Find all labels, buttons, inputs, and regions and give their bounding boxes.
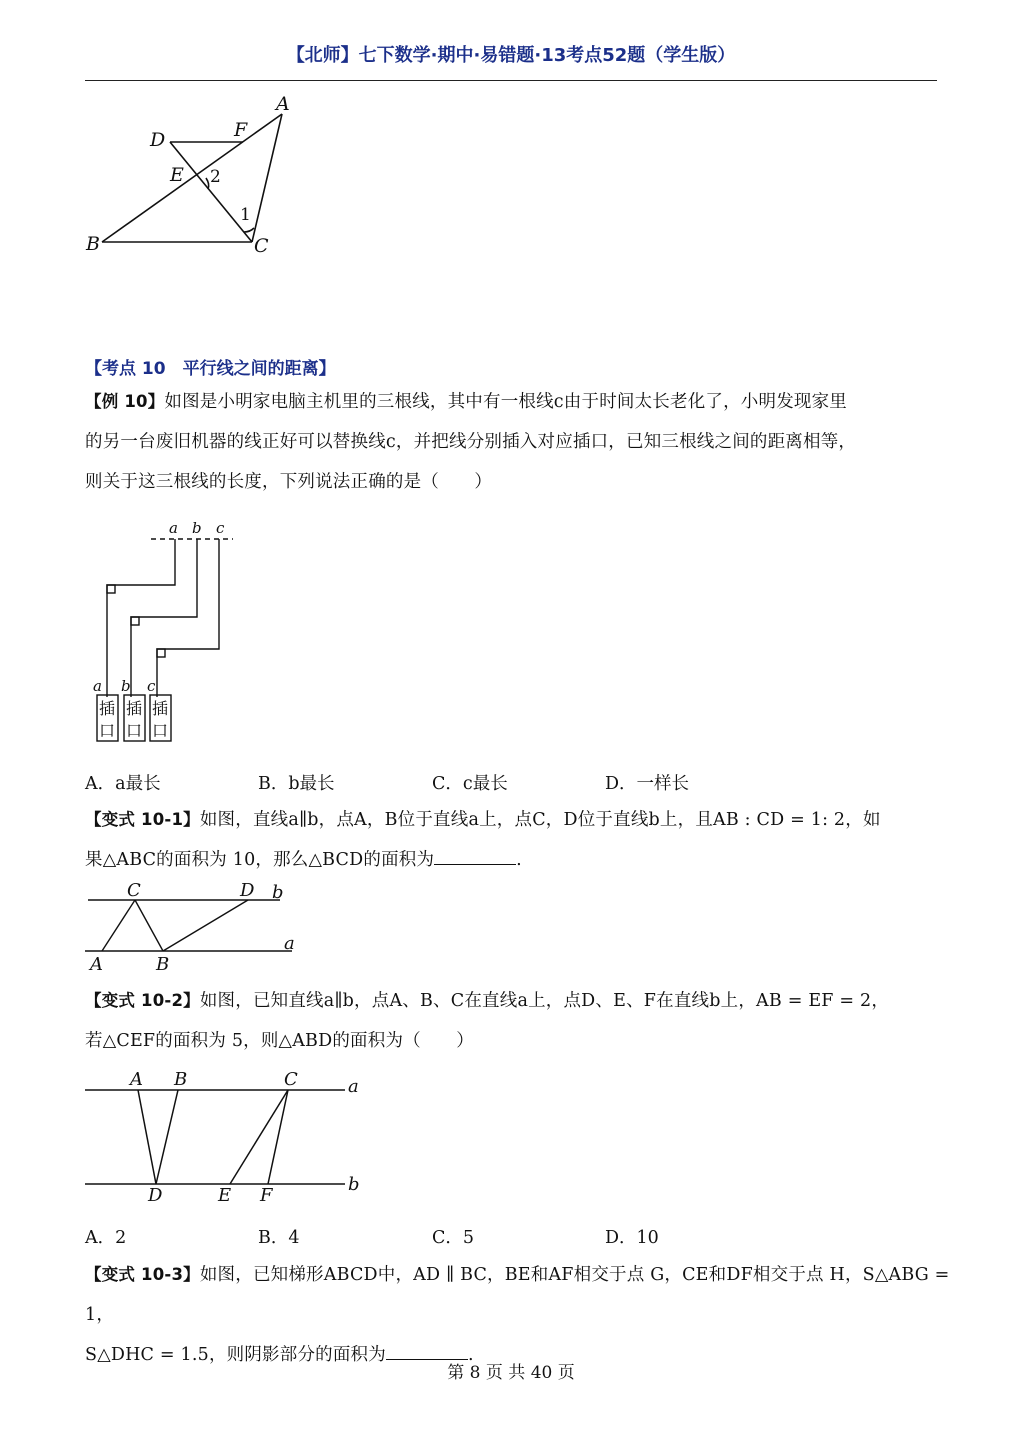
label-line-b: b [272, 882, 284, 903]
page-footer [0, 1358, 1022, 1383]
example-10-line-2: 的另一台废旧机器的线正好可以替换线c，并把线分别插入对应插口，已知三根线之间的距离相等， [85, 432, 857, 452]
section-title-10: 【考点 10 平行线之间的距离】 [85, 359, 336, 379]
wire-bottom-label-b: b [121, 677, 131, 695]
variant-10-2-text [85, 981, 955, 1061]
segment-AD [138, 1090, 156, 1184]
line-BA [102, 114, 282, 242]
wire-top-label-b: b [192, 519, 202, 537]
wires-figure [85, 515, 245, 750]
page-number: 第 8 页 共 40 页 [447, 1363, 575, 1383]
variant-10-2-line-1: 【变式 10-2】如图，已知直线a∥b，点A、B、C在直线a上，点D、E、F在直线b上，AB = EF = 2， [85, 991, 890, 1011]
segment-AC [102, 900, 135, 951]
example-10-option-a[interactable]: A．a最长 [85, 774, 161, 794]
socket-c-char-1: 插 [152, 699, 169, 718]
example-10-line-1: 【例 10】如图是小明家电脑主机里的三根线，其中有一根线c由于时间太长老化了，小明发现家里 [85, 392, 848, 412]
label-A: A [130, 1069, 143, 1090]
line-DC [170, 142, 252, 242]
parallel-lines-figure-10-1 [80, 878, 310, 978]
socket-b-char-1: 插 [126, 699, 143, 718]
variant-10-2-option-a[interactable]: A．2 [85, 1228, 127, 1248]
wire-top-label-c: c [216, 519, 225, 537]
socket-a-char-2: 口 [99, 721, 116, 740]
variant-10-3-line-2: S△DHC = 1.5，则阴影部分的面积为 . [85, 1335, 955, 1375]
example-10-option-b[interactable]: B．b最长 [258, 774, 335, 794]
label-D: D [150, 129, 166, 151]
parallel-lines-figure-10-2 [80, 1066, 370, 1211]
label-B: B [174, 1069, 188, 1090]
segment-BD [156, 1090, 178, 1184]
variant-10-1-tag: 【变式 10-1】 [85, 810, 200, 829]
socket-c-char-2: 口 [152, 721, 169, 740]
label-F: F [234, 119, 248, 141]
socket-b-char-2: 口 [126, 721, 143, 740]
variant-10-3-text [85, 1255, 955, 1375]
wire-c [157, 539, 219, 697]
variant-10-1-line-2: 果△ABC的面积为 10，那么△BCD的面积为 . [85, 840, 955, 880]
label-C: C [127, 880, 141, 901]
label-line-b: b [348, 1174, 360, 1195]
example-10-text [85, 382, 945, 502]
example-10-tag: 【例 10】 [85, 392, 165, 411]
segment-CB [135, 900, 163, 951]
example-10-option-c[interactable]: C．c最长 [432, 774, 508, 794]
socket-a-char-1: 插 [99, 699, 116, 718]
segment-CE [230, 1090, 288, 1184]
wire-b [131, 539, 197, 697]
page-header [85, 40, 937, 81]
variant-10-2-option-d[interactable]: D．10 [605, 1228, 659, 1248]
variant-10-3-line-1: 【变式 10-3】如图，已知梯形ABCD中，AD ∥ BC，BE和AF相交于点 G，CE和DF相交于点 H，S△ABG = 1， [85, 1265, 950, 1325]
segment-BD [163, 900, 248, 951]
line-AC [252, 114, 282, 242]
label-line-a: a [284, 933, 295, 954]
label-angle-1: 1 [240, 205, 251, 225]
wire-bottom-label-a: a [93, 677, 102, 695]
label-B: B [156, 954, 170, 975]
triangle-figure-top [80, 92, 300, 262]
example-10-option-d[interactable]: D．一样长 [605, 774, 690, 794]
label-E: E [218, 1185, 232, 1206]
segment-CF [268, 1090, 288, 1184]
label-A: A [276, 93, 290, 115]
wire-top-label-a: a [169, 519, 178, 537]
variant-10-2-tag: 【变式 10-2】 [85, 991, 200, 1010]
right-angle-a [107, 585, 115, 593]
variant-10-2-line-2: 若△CEF的面积为 5，则△ABD的面积为（ ） [85, 1031, 474, 1051]
wire-a [107, 539, 175, 697]
variant-10-2-option-c[interactable]: C．5 [432, 1228, 475, 1248]
label-angle-2: 2 [210, 167, 221, 187]
label-C: C [284, 1069, 298, 1090]
variant-10-3-tag: 【变式 10-3】 [85, 1265, 200, 1284]
label-D: D [148, 1185, 163, 1206]
variant-10-2-option-b[interactable]: B．4 [258, 1228, 300, 1248]
wire-bottom-label-c: c [147, 677, 156, 695]
header-title: 【北师】七下数学·期中·易错题·13考点52题（学生版） [286, 45, 736, 66]
label-E: E [170, 164, 184, 186]
label-F: F [260, 1185, 273, 1206]
angle1-arc [244, 228, 254, 232]
answer-blank-10-1[interactable] [434, 846, 516, 865]
label-A: A [90, 954, 103, 975]
label-line-a: a [348, 1076, 359, 1097]
example-10-line-3: 则关于这三根线的长度，下列说法正确的是（ ） [85, 472, 493, 492]
variant-10-1-text [85, 800, 955, 880]
right-angle-c [157, 649, 165, 657]
label-B: B [86, 233, 100, 255]
right-angle-b [131, 617, 139, 625]
variant-10-1-line-1: 【变式 10-1】如图，直线a∥b，点A，B位于直线a上，点C，D位于直线b上，且AB : CD = 1: 2，如 [85, 810, 881, 830]
label-D: D [240, 880, 255, 901]
label-C: C [254, 235, 269, 257]
